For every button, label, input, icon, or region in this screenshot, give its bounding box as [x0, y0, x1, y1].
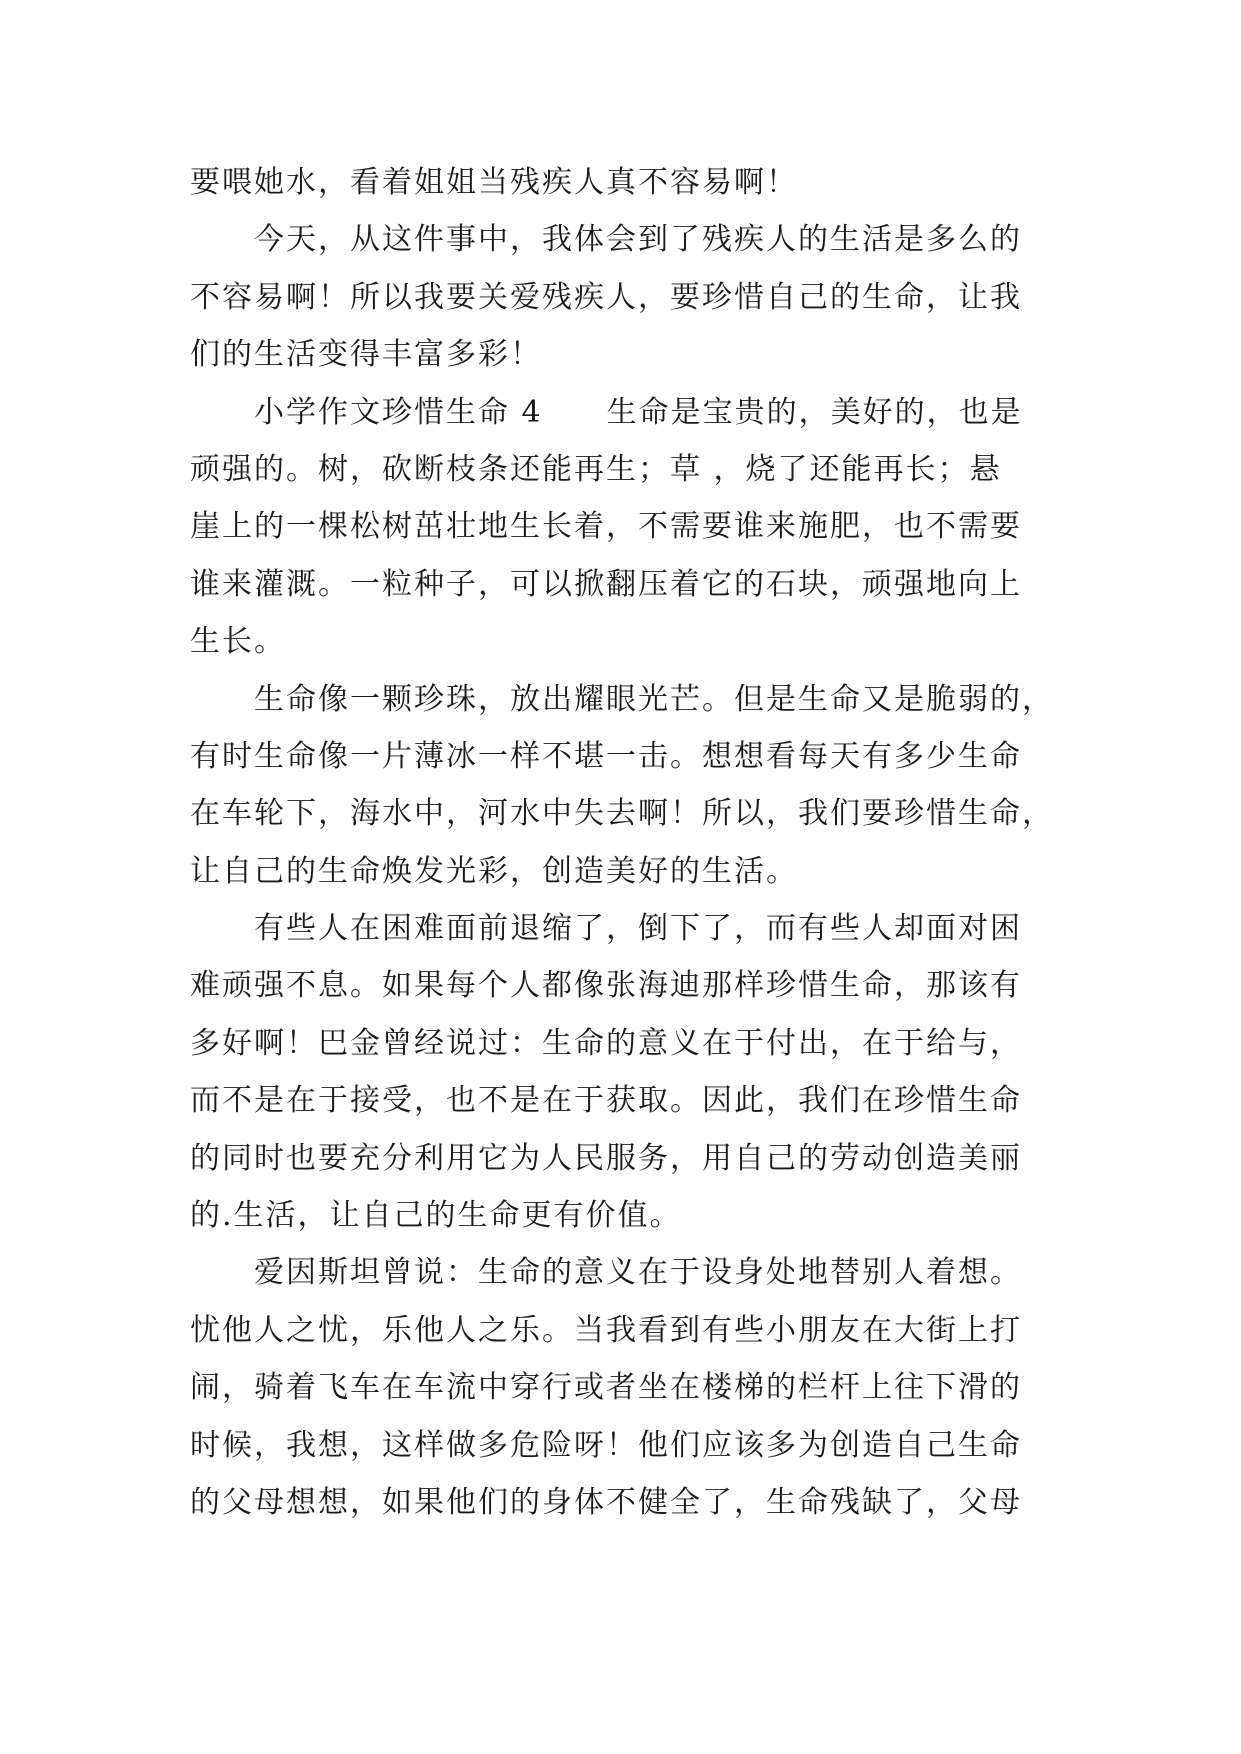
text-line: 要喂她水，看着姐姐当残疾人真不容易啊！	[190, 165, 798, 200]
text-line: 让自己的生命焕发光彩，创造美好的生活。	[190, 853, 798, 889]
essay-body	[190, 154, 1052, 1531]
text-line: 的.生活，让自己的生命更有价值。	[190, 1198, 682, 1234]
text-line: 难顽强不息。如果每个人都像张海迪那样珍惜生命，那该有	[190, 968, 1022, 1004]
text-line: 有些人在困难面前退缩了，倒下了，而有些人却面对困	[254, 911, 1022, 947]
text-line: 生长。	[190, 624, 286, 660]
text-line: 忧他人之忧，乐他人之乐。当我看到有些小朋友在大街上打	[190, 1312, 1022, 1348]
text-line: 闹，骑着飞车在车流中穿行或者坐在楼梯的栏杆上往下滑的	[190, 1370, 1022, 1406]
text-line: 顽强的。树，砍断枝条还能再生；草 ，烧了还能再长；悬	[190, 451, 1002, 487]
text-line: 生命像一颗珍珠，放出耀眼光芒。但是生命又是脆弱的，	[254, 681, 1054, 717]
text-line: 谁来灌溉。一粒种子，可以掀翻压着它的石块，顽强地向上	[190, 566, 1022, 602]
text-line: 时候，我想，这样做多危险呀！他们应该多为创造自己生命	[190, 1427, 1022, 1463]
text-line: 的同时也要充分利用它为人民服务，用自己的劳动创造美丽	[190, 1140, 1022, 1176]
text-line: 不容易啊！所以我要关爱残疾人，要珍惜自己的生命，让我	[190, 279, 1022, 315]
text-line: 多好啊！巴金曾经说过：生命的意义在于付出，在于给与，	[190, 1025, 1022, 1061]
text-line: 小学作文珍惜生命 4 生命是宝贵的，美好的，也是	[254, 394, 1023, 430]
text-line: 今天，从这件事中，我体会到了残疾人的生活是多么的	[254, 222, 1022, 258]
text-line: 的父母想想，如果他们的身体不健全了，生命残缺了，父母	[190, 1484, 1022, 1520]
text-line: 在车轮下，海水中，河水中失去啊！所以，我们要珍惜生命，	[190, 796, 1054, 832]
text-line: 爱因斯坦曾说：生命的意义在于设身处地替别人着想。	[254, 1255, 1022, 1291]
text-line: 们的生活变得丰富多彩！	[190, 337, 542, 373]
text-line: 有时生命像一片薄冰一样不堪一击。想想看每天有多少生命	[190, 738, 1022, 774]
text-line: 崖上的一棵松树茁壮地生长着，不需要谁来施肥，也不需要	[190, 509, 1022, 545]
text-line: 而不是在于接受，也不是在于获取。因此，我们在珍惜生命	[190, 1083, 1022, 1119]
